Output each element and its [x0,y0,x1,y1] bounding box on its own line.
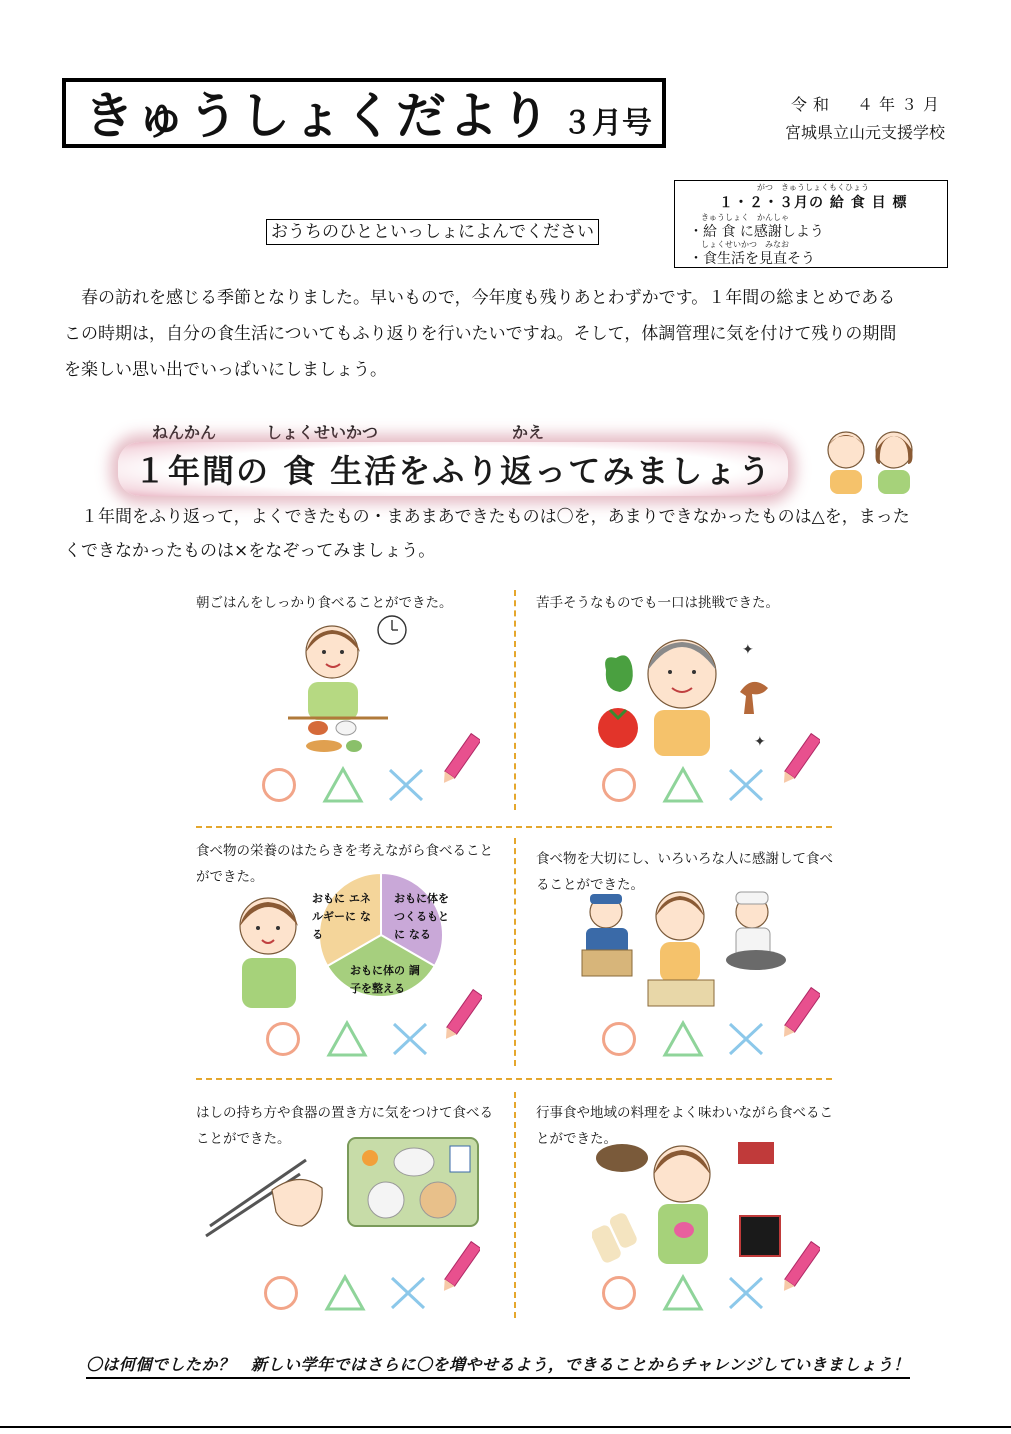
section-heading: １年間の 食 生活をふり返ってみましょう [118,442,788,496]
goal-item-1: ・給 食 に感謝しよう [689,224,824,240]
cross-mark[interactable] [726,1020,766,1058]
cross-mark[interactable] [388,1274,428,1312]
issue-label: ３月号 [562,106,652,141]
intro-line-1: 春の訪れを感じる季節となりました。早いもので，今年度も残りあとわずかです。１年間の総まとめである [81,288,896,308]
pie-label-body: おもに体を つくるもとに なる [394,892,449,941]
meal-tray-illustration [346,1136,480,1228]
checklist-item-local-food: 行事食や地域の料理をよく味わいながら食べることができた。 [536,1105,833,1147]
pencil-icon [780,984,820,1044]
svg-text:✦: ✦ [754,734,766,750]
triangle-mark[interactable] [662,1020,704,1058]
triangle-mark[interactable] [662,766,704,804]
triangle-mark[interactable] [322,766,364,804]
intro-line-2: この時期は，自分の食生活についてもふり返りを行いたいですね。そして，体調管理に気を付けて残りの期間 [64,324,897,344]
newsletter-title: きゅうしょくだより [84,87,552,145]
pencil-icon [442,986,482,1046]
heading-ruby-2: しょくせいかつ [266,423,379,442]
circle-mark[interactable] [264,1276,298,1310]
goal-ruby-1: きゅうしょく かんしゃ [701,213,789,222]
instructions [64,500,948,568]
chopsticks-hand-illustration [202,1156,326,1240]
intro-paragraph [64,280,948,388]
circle-mark[interactable] [262,768,296,802]
goals-ruby: がつ きゅうしょくもくひょう [757,183,869,192]
cross-mark[interactable] [386,766,426,804]
grid-divider [514,838,516,1066]
triangle-mark[interactable] [326,1020,368,1058]
pencil-icon [440,730,480,790]
grid-divider [196,826,832,828]
closing-message: 〇は何個でしたか？ 新しい学年ではさらに〇を増やせるよう，できることからチャレンジしていきましょう！ [86,1352,910,1379]
cross-mark[interactable] [390,1020,430,1058]
pencil-icon [440,1238,480,1298]
grid-divider [514,1092,516,1318]
school-name: 宮城県立山元支援学校 [784,123,945,142]
circle-mark[interactable] [266,1022,300,1056]
goal-ruby-2: しょくせいかつ みなお [701,240,789,249]
checklist-item-try-food: 苦手そうなものでも一口は挑戦できた。 [536,595,779,611]
girl-local-food-illustration [592,1136,788,1266]
gratitude-illustration [578,888,790,1014]
pencil-icon [780,730,820,790]
checklist-item-chopsticks: はしの持ち方や食器の置き方に気をつけて食べることができた。 [196,1105,493,1147]
checklist-item-gratitude: 食べ物を大切にし、いろいろな人に感謝して食べることができた。 [536,851,833,893]
svg-text:✦: ✦ [742,642,754,658]
read-together-note: おうちのひとといっしょによんでください [266,219,599,245]
pie-label-condition: おもに体の 調子を整える [350,964,420,995]
cross-mark[interactable] [726,1274,766,1312]
grid-divider [514,590,516,810]
instructions-line-1: １年間をふり返って，よくできたもの・まあまあできたものは〇を，あまりできなかったものは△を，まった [81,507,910,527]
goals-box [674,180,948,268]
girl-breakfast-illustration [288,612,418,760]
intro-line-3: を楽しい思い出でいっぱいにしましょう。 [64,360,387,380]
girl-thinking-illustration [224,886,316,1010]
heading-ruby-3: かえ [512,423,545,442]
boy-trying-food-illustration [592,614,778,760]
newsletter-title-box [62,78,666,148]
circle-mark[interactable] [602,1022,636,1056]
checklist-item-breakfast: 朝ごはんをしっかり食べることができた。 [196,595,453,611]
heading-ruby-1: ねんかん [152,423,217,442]
pie-label-energy: おもに エネルギーに なる [312,892,371,941]
circle-mark[interactable] [602,1276,636,1310]
checklist-item-nutrition: 食べ物の栄養のはたらきを考えながら食べることができた。 [196,843,493,885]
goals-title: １・２・３月の 給 食 目 標 [719,195,908,211]
children-illustration [818,424,924,494]
triangle-mark[interactable] [662,1274,704,1312]
pencil-icon [780,1238,820,1298]
grid-divider [196,1078,832,1080]
triangle-mark[interactable] [324,1274,366,1312]
circle-mark[interactable] [602,768,636,802]
cross-mark[interactable] [726,766,766,804]
issue-date: 令和 ４年３月 [790,95,945,114]
goal-item-2: ・食生活を見直そう [689,251,815,267]
instructions-line-2: くできなかったものは×をなぞってみましょう。 [64,541,436,561]
bottom-rule [0,1426,1011,1428]
